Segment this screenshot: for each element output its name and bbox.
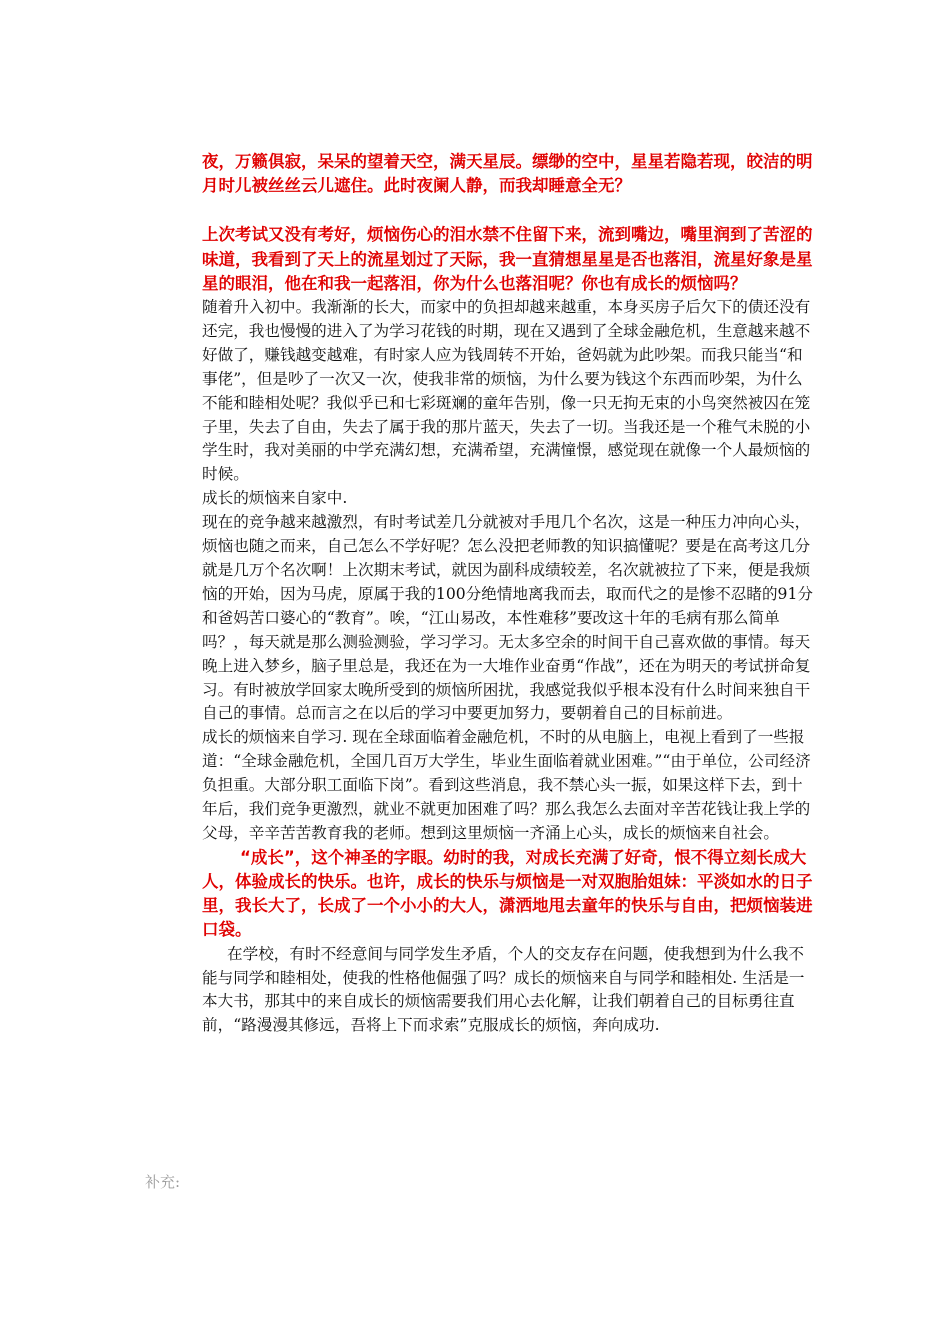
study-paragraph: 成长的烦恼来自学习. 现在全球面临着金融危机，不时的从电脑上，电视上看到了一些报道：“全球金融危机，全国几百万大学生，毕业生面临着就业困难。”“由于单位，公司经济负担重。大部分职工面临下岗”。看到这些消息，我不禁心头一振，如果这样下去，到十年后，我们竞争更激烈，就业不就更加困难了吗？那么我怎么去面对辛苦花钱让我上学的父母，辛辛苦苦教育我的老师。想到这里烦恼一齐涌上心头，成长的烦恼来自社会。 — [202, 728, 811, 842]
tears-paragraph: 上次考试又没有考好，烦恼伤心的泪水禁不住留下来，流到嘴边，嘴里润到了苦涩的味道，我看到了天上的流星划过了天际，我一直猜想星星是否也落泪，流星好象是星星的眼泪，他在和我一起落泪，你为什么也落泪呢？你也有成长的烦恼吗？ — [202, 225, 813, 293]
growth-paragraph: “成长”，这个神圣的字眼。幼时的我，对成长充满了好奇，恨不得立刻长成大人，体验成长的快乐。也许，成长的快乐与烦恼是一对双胞胎姐妹：平淡如水的日子里，我长大了，长成了一个小小的大人，潇洒地甩去童年的快乐与自由，把烦恼装进口袋。 — [202, 847, 813, 940]
school-paragraph: 在学校，有时不经意间与同学发生矛盾，个人的交友存在问题，使我想到为什么我不能与同学和睦相处，使我的性格他倔强了吗？成长的烦恼来自与同学和睦相处. 生活是一本大书，那其中的来自成长的烦恼需要我们用心去化解，让我们朝着自己的目标勇往直前，“路漫漫其修远，吾将上下而求索”克服成长的烦恼，奔向成功. — [202, 944, 805, 1035]
competition-paragraph: 现在的竞争越来越激烈，有时考试差几分就被对手甩几个名次，这是一种压力冲向心头，烦恼也随之而来，自己怎么不学好呢？怎么没把老师教的知识搞懂呢？要是在高考这几分就是几万个名次啊！上次期末考试，就因为副科成绩较差，名次就被拉了下来，便是我烦恼的开始，因为马虎，原属于我的100分绝情地离我而去，取而代之的是惨不忍睹的91分和爸妈苦口婆心的“教育”。唉，“江山易改，本性难移”要改这十年的毛病有那么简单吗？，每天就是那么测验测验，学习学习。无太多空余的时间干自己喜欢做的事情。每天晚上进入梦乡，脑子里总是，我还在为一大堆作业奋勇“作战”，还在为明天的考试拼命复习。有时被放学回家太晚所受到的烦恼所困扰，我感觉我似乎根本没有什么时间来独自干自己的事情。总而言之在以后的学习中要更加努力，要朝着自己的目标前进。 — [202, 513, 813, 723]
paragraph-spacer — [202, 198, 814, 223]
family-paragraph: 随着升入初中。我渐渐的长大，而家中的负担却越来越重，本身买房子后欠下的债还没有还完，我也慢慢的进入了为学习花钱的时期，现在又遇到了全球金融危机，生意越来越不好做了，赚钱越变越难，有时家人应为钱周转不开始，爸妈就为此吵架。而我只能当“和事佬”，但是吵了一次又一次，使我非常的烦恼，为什么要为钱这个东西而吵架，为什么不能和睦相处呢？我似乎已和七彩斑斓的童年告别，像一只无拘无束的小鸟突然被囚在笼子里，失去了自由，失去了属于我的那片蓝天，失去了一切。当我还是一个稚气未脱的小学生时，我对美丽的中学充满幻想，充满希望，充满憧憬，感觉现在就像一个人最烦恼的时候。 — [202, 298, 811, 484]
supplement-label: 补充: — [145, 1173, 181, 1191]
family-heading: 成长的烦恼来自家中. — [202, 489, 348, 508]
article-body — [202, 150, 814, 1038]
intro-paragraph: 夜，万籁俱寂，呆呆的望着天空，满天星辰。缥缈的空中，星星若隐若现，皎洁的明月时儿被丝丝云儿遮住。此时夜阑人静，而我却睡意全无？ — [202, 152, 813, 196]
